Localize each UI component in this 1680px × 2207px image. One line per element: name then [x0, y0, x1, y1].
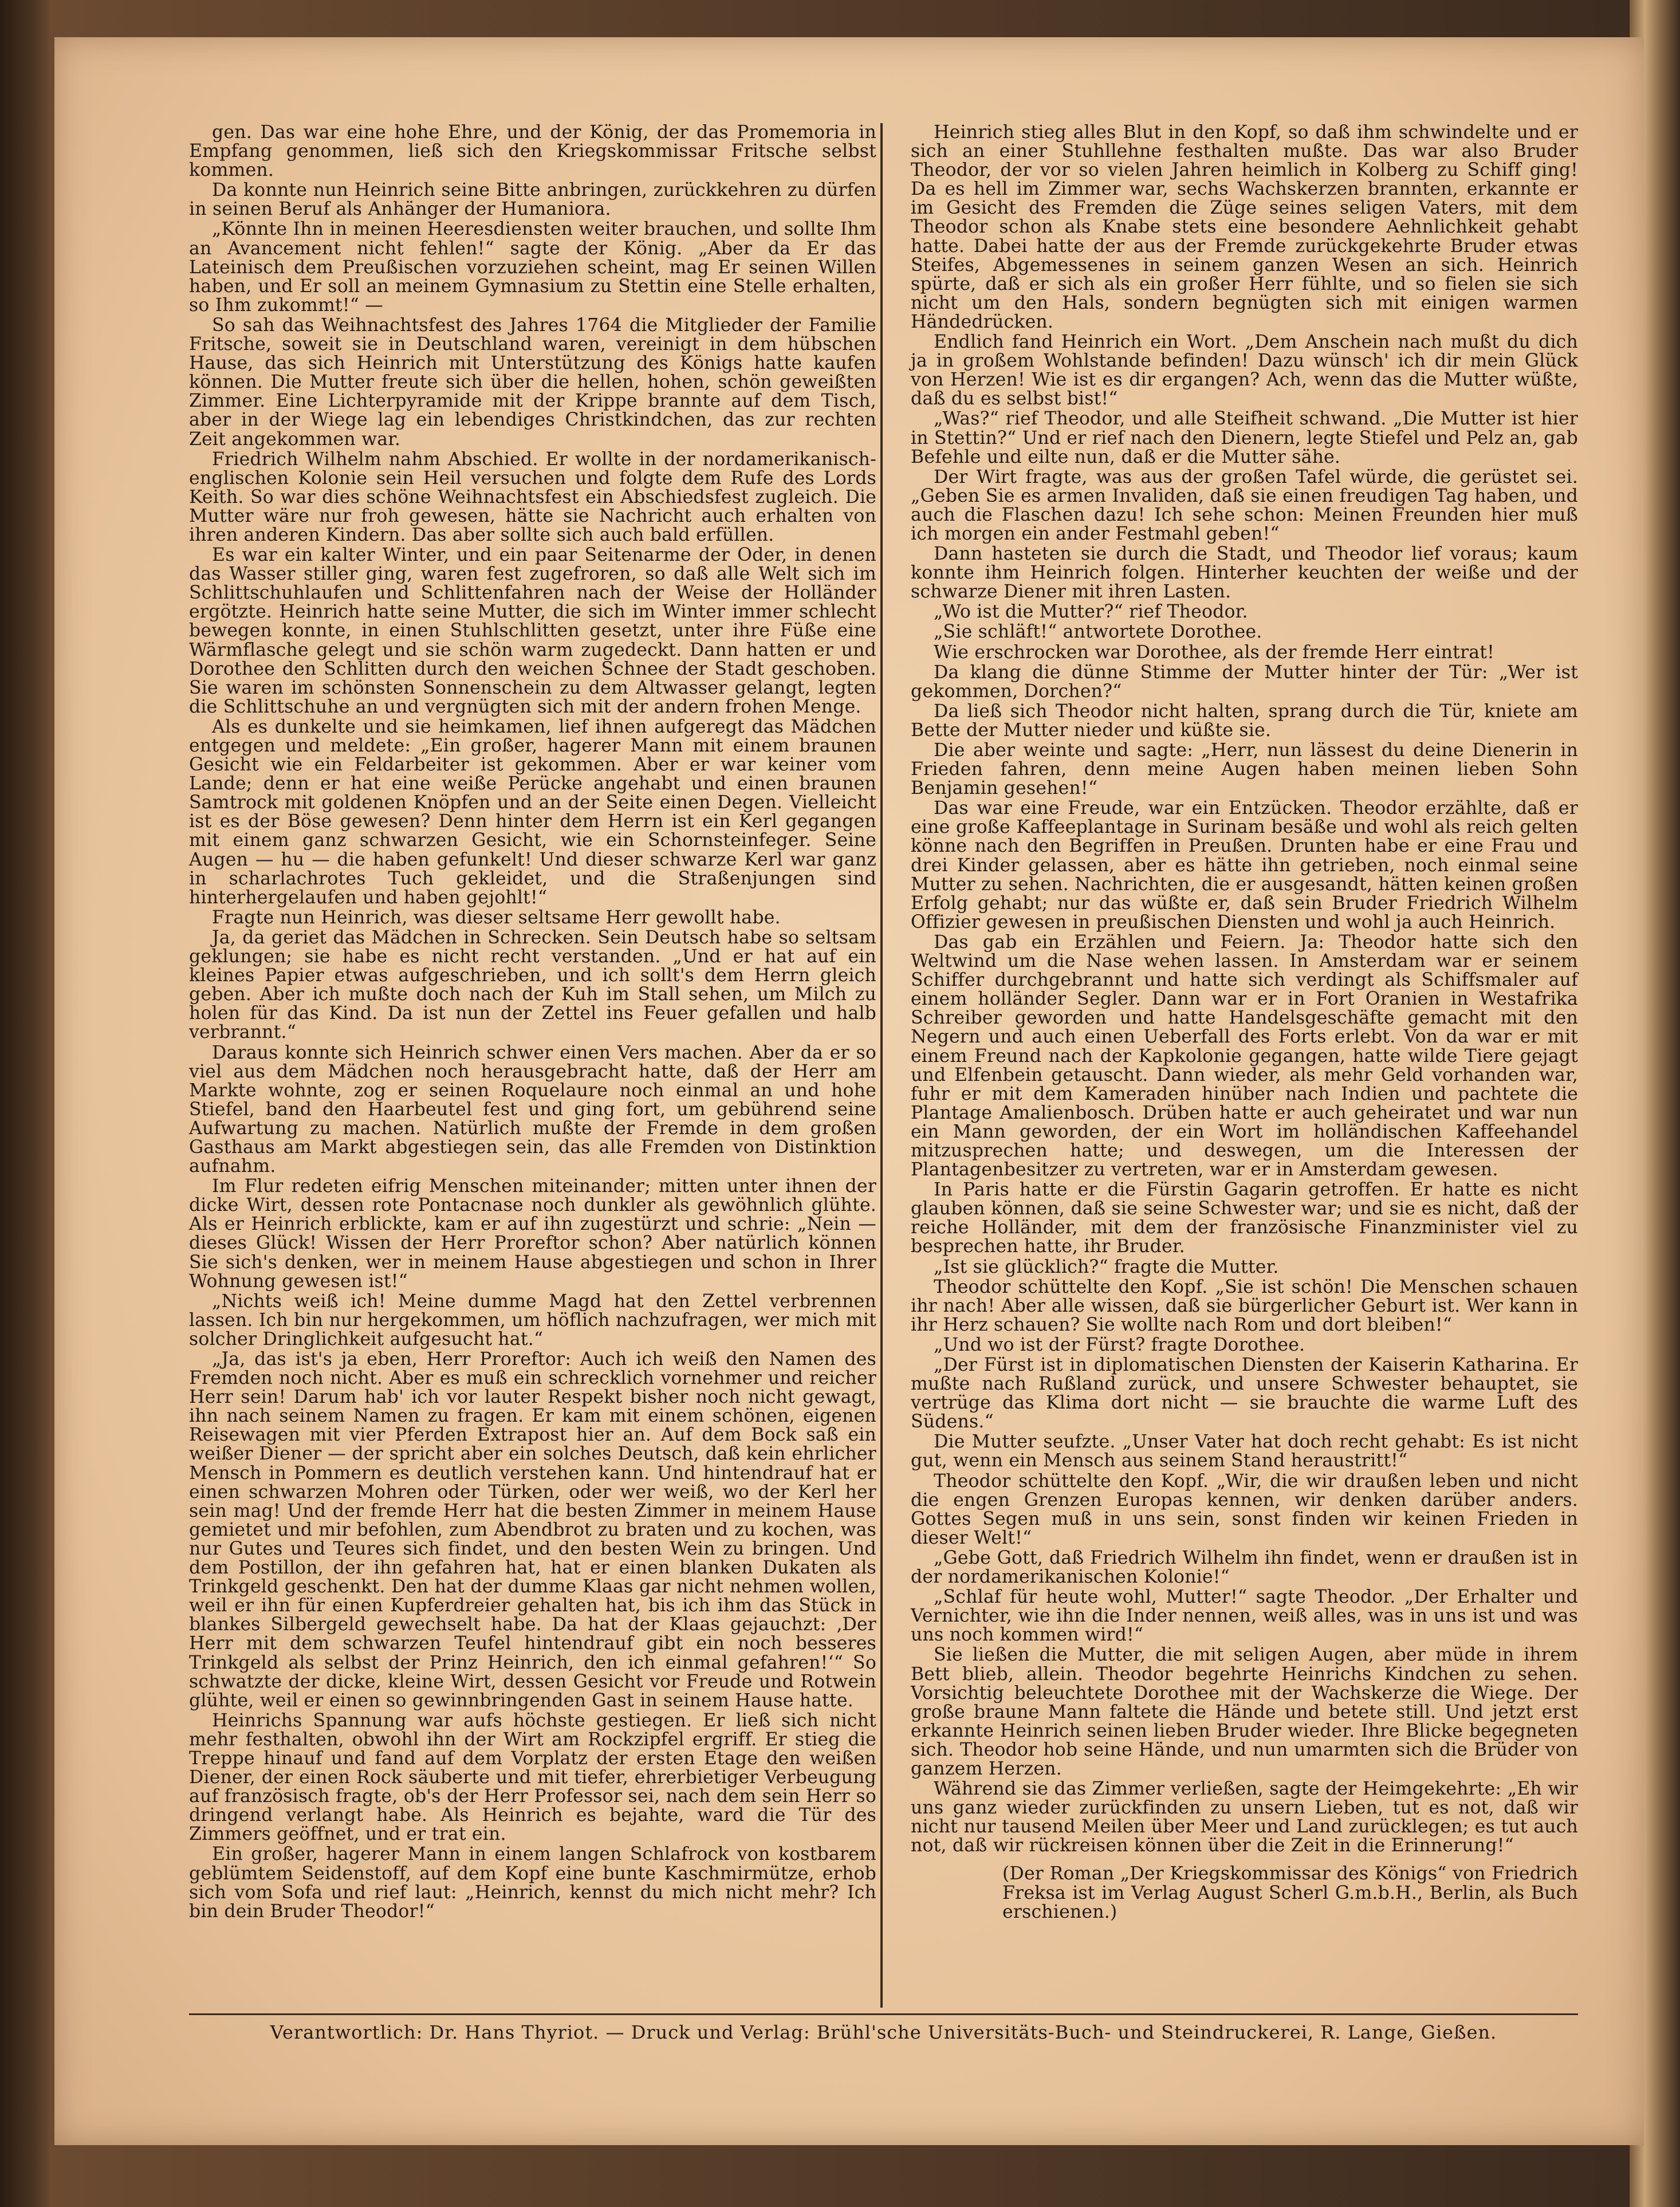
paragraph: Daraus konnte sich Heinrich schwer einen Vers machen. Aber da er so viel aus dem Mädchen noch herausgebracht hatte, daß der Herr am Markte wohnte, zog er seinen Roquelaure noch einmal an und hohe Stiefel, band den Haarbeutel fest und ging fort, um gebührend seine Aufwartung zu machen. Natürlich mußte der Fremde in dem großen Gasthaus am Markt abgestiegen sein, das alle Fremden von Distinktion aufnahm.	[189, 1042, 876, 1177]
paragraph: Endlich fand Heinrich ein Wort. „Dem Anschein nach mußt du dich ja in großem Wohlstande befinden! Dazu wünsch' ich dir mein Glück von Herzen! Wie ist es dir ergangen? Ach, wenn das die Mutter wüßte, daß du es selbst bist!“	[911, 332, 1578, 410]
paragraph: Das gab ein Erzählen und Feiern. Ja: Theodor hatte sich den Weltwind um die Nase wehen lassen. In Amsterdam war er seinem Schiffer durchgebrannt und hatte sich verdingt als Schiffsmaler auf einem holländer Segler. Dann war er in Fort Oranien in Westafrika Schreiber geworden und hatte Handelsgeschäfte gemacht mit den Negern und auch einen Ueberfall des Forts erlebt. Von da war er mit einem Freund nach der Kapkolonie gegangen, hatte wilde Tiere gejagt und Elfenbein getauscht. Dann wieder, als mehr Geld vorhanden war, fuhr er mit dem Kameraden hinüber nach Indien und pachtete die Plantage Amalienbosch. Drüben hatte er auch geheiratet und war nun ein Mann geworden, der ein Wort im holländischen Kaffeehandel mitzusprechen hatte; und deswegen, um die Interessen der Plantagenbesitzer zu vertreten, war er in Amsterdam gewesen.	[911, 931, 1578, 1181]
paragraph: Da klang die dünne Stimme der Mutter hinter der Tür: „Wer ist gekommen, Dorchen?“	[911, 662, 1578, 702]
paragraph: „Nichts weiß ich! Meine dumme Magd hat den Zettel verbrennen lassen. Ich bin nur hergekommen, um höflich nachzufragen, wer mich mit solcher Dringlichkeit aufgesucht hat.“	[189, 1291, 876, 1350]
paragraph: „Und wo ist der Fürst? fragte Dorothee.	[934, 1334, 1305, 1355]
paragraph: „Ist sie glücklich?“ fragte die Mutter.	[934, 1256, 1279, 1277]
paragraph: Dann hasteten sie durch die Stadt, und Theodor lief voraus; kaum konnte ihm Heinrich folgen. Hinterher keuchten der weiße und der schwarze Diener mit ihren Lasten.	[911, 544, 1578, 603]
paragraph: Da konnte nun Heinrich seine Bitte anbringen, zurückkehren zu dürfen in seinen Beruf als Anhänger der Humaniora.	[189, 180, 876, 220]
paragraph: Theodor schüttelte den Kopf. „Sie ist schön! Die Menschen schauen ihr nach! Aber alle wissen, daß sie bürgerlicher Geburt ist. Wer kann in ihr Herz schauen? Sie wollte nach Rom und dort bleiben!“	[911, 1276, 1578, 1335]
paragraph: Sie ließen die Mutter, die mit seligen Augen, aber müde in ihrem Bett blieb, allein. Theodor begehrte Heinrichs Kindchen zu sehen. Vorsichtig beleuchtete Dorothee mit der Wachskerze die Wiege. Der große braune Mann faltete die Hände und betete still. Und jetzt erst erkannte Heinrich seinen lieben Bruder wieder. Ihre Blicke begegneten sich. Theodor hob seine Hände, und nun umarmten sich die Brüder von ganzem Herzen.	[911, 1645, 1578, 1779]
paragraph: Da ließ sich Theodor nicht halten, sprang durch die Tür, kniete am Bette der Mutter nieder und küßte sie.	[911, 701, 1578, 741]
paragraph: Theodor schüttelte den Kopf. „Wir, die wir draußen leben und nicht die engen Grenzen Europas kennen, wir denken darüber anders. Gottes Segen muß in uns sein, sonst finden wir keinen Frieden in dieser Welt!“	[911, 1470, 1578, 1548]
paragraph: „Sie schläft!“ antwortete Dorothee.	[934, 621, 1262, 643]
paragraph: Ja, da geriet das Mädchen in Schrecken. Sein Deutsch habe so seltsam geklungen; sie habe es nicht recht verstanden. „Und er hat auf ein kleines Papier etwas aufgeschrieben, und ich sollt's dem Herrn gleich geben. Aber ich mußte doch nach der Kuh im Stall sehen, um Milch zu holen für das Kind. Da ist nun der Zettel ins Feuer gefallen und halb verbrannt.“	[189, 927, 876, 1043]
paragraph: Der Wirt fragte, was aus der großen Tafel würde, die gerüstet sei. „Geben Sie es armen Invaliden, daß sie einen freudigen Tag haben, und auch die Flaschen dazu! Ich sehe schon: Meinen Freunden hier muß ich morgen ein ander Festmahl geben!“	[911, 466, 1578, 544]
paragraph: „Ja, das ist's ja eben, Herr Proreftor: Auch ich weiß den Namen des Fremden noch nicht. Aber es muß ein schrecklich vornehmer und reicher Herr sein! Darum hab' ich vor lauter Respekt bisher noch nicht gewagt, ihn nach seinem Namen zu fragen. Er kam mit einem schönen, eigenen Reisewagen mit vier Pferden Extrapost hier an. Auf dem Bock saß ein weißer Diener — der spricht aber ein solches Deutsch, daß kein ehrlicher Mensch in Pommern es deutlich verstehen kann. Und hintendrauf hat er einen schwarzen Mohren oder Türken, oder wer weiß, wo der Kerl her sein mag! Und der fremde Herr hat die besten Zimmer in meinem Hause gemietet und mir befohlen, zum Abendbrot zu braten und zu kochen, was nur Gutes und Teures sich findet, und den besten Wein zu bringen. Und dem Postillon, der ihn gefahren hat, hat er einen blanken Dukaten als Trinkgeld geschenkt. Den hat der dumme Klaas gar nicht nehmen wollen, weil er ihn für einen Kupferdreier gehalten hat, bis ich ihm das Stück in blankes Silbergeld gewechselt habe. Da hat der Klaas gejauchzt: ‚Der Herr mit dem schwarzen Teufel hintendrauf gibt ein noch besseres Trinkgeld als selbst der Prinz Heinrich, den ich einmal gefahren!‘“ So schwatzte der dicke, kleine Wirt, dessen Gesicht vor Freude und Rotwein glühte, weil er einen so gewinnbringenden Gast in seinem Hause hatte.	[189, 1349, 876, 1711]
left-text-column	[189, 123, 876, 1921]
imprint-footer: Verantwortlich: Dr. Hans Thyriot. — Druck und Verlag: Brühl'sche Universitäts-Buch- und Steindruckerei, R. Lange, Gießen.	[270, 2021, 1497, 2043]
paragraph: Die Mutter seufzte. „Unser Vater hat doch recht gehabt: Es ist nicht gut, wenn ein Mensch aus seinem Stand heraustritt!“	[911, 1431, 1578, 1472]
paragraph: In Paris hatte er die Fürstin Gagarin getroffen. Er hatte es nicht glauben können, daß sie seine Schwester war; und sie es nicht, daß der reiche Holländer, mit dem der französische Finanzminister viel zu besprechen hatte, ihr Bruder.	[911, 1179, 1578, 1257]
paragraph: Heinrich stieg alles Blut in den Kopf, so daß ihm schwindelte und er sich an einer Stuhllehne festhalten mußte. Das war also Bruder Theodor, der vor so vielen Jahren heimlich in Kolberg zu Schiff ging! Da es hell im Zimmer war, sechs Wachskerzen brannten, erkannte er im Gesicht des Fremden die Züge seines seligen Vaters, mit dem Theodor schon als Knabe stets eine besondere Aehnlichkeit gehabt hatte. Dabei hatte der aus der Fremde zurückgekehrte Bruder etwas Steifes, Abgemessenes in seinem ganzen Wesen an sich. Heinrich spürte, daß er sich als ein großer Herr fühlte, und so fielen sie sich nicht um den Hals, sondern begnügten sich mit einigen warmen Händedrücken.	[911, 122, 1578, 332]
paragraph: „Wo ist die Mutter?“ rief Theodor.	[934, 601, 1248, 623]
paragraph: Während sie das Zimmer verließen, sagte der Heimgekehrte: „Eh wir uns ganz wieder zurückfinden zu unsern Lieben, tut es not, daß wir nicht nur tausend Meilen über Meer und Land zurücklegen; es tut auch not, daß wir rückreisen können über die Zeit in die Erinnerung!“	[911, 1779, 1578, 1856]
paragraph: „Gebe Gott, daß Friedrich Wilhelm ihn findet, wenn er draußen ist in der nordamerikanischen Kolonie!“	[911, 1547, 1578, 1588]
paragraph: „Könnte Ihn in meinen Heeresdiensten weiter brauchen, und sollte Ihm an Avancement nicht fehlen!“ sagte der König. „Aber da Er das Lateinisch dem Preußischen vorzuziehen scheint, mag Er seinen Willen haben, und Er soll an meinem Gymnasium zu Stettin eine Stelle erhalten, so Ihm zukommt!“ —	[189, 219, 876, 316]
footer-divider	[189, 2013, 1578, 2015]
paragraph: Wie erschrocken war Dorothee, als der fremde Herr eintrat!	[934, 642, 1494, 663]
paragraph: gen. Das war eine hohe Ehre, und der König, der das Promemoria in Empfang genommen, ließ sich den Kriegskommissar Fritsche selbst kommen.	[189, 122, 876, 181]
paragraph: Es war ein kalter Winter, und ein paar Seitenarme der Oder, in denen das Wasser stiller ging, waren fest zugefroren, so daß alle Welt sich im Schlittschuhlaufen und Schlittenfahren nach der Weise der Holländer ergötzte. Heinrich hatte seine Mutter, die sich im Winter immer schlecht bewegen konnte, in einen Stuhlschlitten gesetzt, unter ihre Füße eine Wärmflasche gelegt und sie schön warm zugedeckt. Dann hatten er und Dorothee den Schlitten durch den weichen Schnee der Stadt geschoben. Sie waren im schönsten Sonnenschein zu dem Altwasser gelangt, legten die Schlittschuhe an und vergnügten sich mit der andern frohen Menge.	[189, 545, 876, 717]
column-divider	[880, 123, 883, 2008]
right-text-column	[911, 123, 1578, 1922]
paragraph: Ein großer, hagerer Mann in einem langen Schlafrock von kostbarem geblümtem Seidenstoff, auf dem Kopf eine bunte Kaschmirmütze, erhob sich vom Sofa und rief laut: „Heinrich, kennst du mich nicht mehr? Ich bin dein Bruder Theodor!“	[189, 1844, 876, 1922]
paragraph: Das war eine Freude, war ein Entzücken. Theodor erzählte, daß er eine große Kaffeeplantage in Surinam besäße und wohl als reich gelten könne nach den Begriffen in Preußen. Drunten habe er eine Frau und drei Kinder gelassen, aber es hätte ihn getrieben, noch einmal seine Mutter zu sehen. Nachrichten, die er ausgesandt, hätten keinen großen Erfolg gehabt; nur das wüßte er, daß sein Bruder Friedrich Wilhelm Offizier gewesen in preußischen Diensten und wohl ja auch Heinrich.	[911, 798, 1578, 933]
paragraph: Friedrich Wilhelm nahm Abschied. Er wollte in der nordamerikanisch-englischen Kolonie sein Heil versuchen und folgte dem Rufe des Lords Keith. So war dies schöne Weihnachtsfest ein Abschiedsfest zugleich. Die Mutter wäre nur froh gewesen, hätte sie Nachricht auch erhalten von ihren anderen Kindern. Das aber sollte sich auch bald erfüllen.	[189, 449, 876, 545]
paragraph: Im Flur redeten eifrig Menschen miteinander; mitten unter ihnen der dicke Wirt, dessen rote Pontacnase noch dunkler als gewöhnlich glühte. Als er Heinrich erblickte, kam er auf ihn zugestürzt und schrie: „Nein — dieses Glück! Wissen der Herr Proreftor schon? Aber natürlich können Sie sich's denken, wer in meinem Hause abgestiegen und schon in Ihrer Wohnung gewesen ist!“	[189, 1176, 876, 1292]
paragraph: So sah das Weihnachtsfest des Jahres 1764 die Mitglieder der Familie Fritsche, soweit sie in Deutschland waren, vereinigt in dem hübschen Hause, das sich Heinrich mit Unterstützung des Königs hatte kaufen können. Die Mutter freute sich über die hellen, hohen, schön geweißten Zimmer. Eine Lichterpyramide mit der Krippe brannte auf dem Tisch, aber in der Wiege lag ein lebendiges Christkindchen, das zur rechten Zeit angekommen war.	[189, 314, 876, 450]
paragraph: „Der Fürst ist in diplomatischen Diensten der Kaiserin Katharina. Er mußte nach Rußland zurück, und unsere Schwester behauptet, sie vertrüge das Klima dort nicht — sie brauchte die warme Luft des Südens.“	[911, 1355, 1578, 1433]
paragraph: „Was?“ rief Theodor, und alle Steifheit schwand. „Die Mutter ist hier in Stettin?“ Und er rief nach den Dienern, legte Stiefel und Pelz an, gab Befehle und eilte nun, daß er die Mutter sähe.	[911, 408, 1578, 467]
paragraph: „Schlaf für heute wohl, Mutter!“ sagte Theodor. „Der Erhalter und Vernichter, wie ihn die Inder nennen, weiß alles, was in uns ist und was uns noch kommen wird!“	[911, 1587, 1578, 1646]
paragraph: Heinrichs Spannung war aufs höchste gestiegen. Er ließ sich nicht mehr festhalten, obwohl ihn der Wirt am Rockzipfel ergriff. Er stieg die Treppe hinauf und fand auf dem Vorplatz der ersten Etage den weißen Diener, der einen Rock säuberte und mit tiefer, ehrerbietiger Verbeugung auf französisch fragte, ob's der Herr Professor sei, nach dem sein Herr so dringend verlangt habe. Als Heinrich es bejahte, ward die Tür des Zimmers geöffnet, und er trat ein.	[189, 1710, 876, 1845]
closing-note: (Der Roman „Der Kriegskommissar des Königs“ von Friedrich Freksa ist im Verlag August Scherl G.m.b.H., Berlin, als Buch erschienen.)	[1002, 1863, 1578, 1922]
paragraph: Als es dunkelte und sie heimkamen, lief ihnen aufgeregt das Mädchen entgegen und meldete: „Ein großer, hagerer Mann mit einem braunen Gesicht wie ein Feldarbeiter ist gekommen. Aber er war keiner vom Lande; denn er hat eine weiße Perücke angehabt und einen braunen Samtrock mit goldenen Knöpfen und an der Seite einen Degen. Vielleicht ist es der Böse gewesen? Denn hinter dem Herrn ist ein Kerl gegangen mit einem ganz schwarzen Gesicht, wie ein Schornsteinfeger. Seine Augen — hu — die haben gefunkelt! Und dieser schwarze Kerl war ganz in scharlachrotes Tuch gekleidet, und die Straßenjungen sind hinterhergelaufen und haben gejohlt!“	[189, 716, 876, 908]
paragraph: Die aber weinte und sagte: „Herr, nun lässest du deine Dienerin in Frieden fahren, denn meine Augen haben meinen lieben Sohn Benjamin gesehen!“	[911, 740, 1578, 799]
paragraph: Fragte nun Heinrich, was dieser seltsame Herr gewollt habe.	[212, 907, 781, 928]
